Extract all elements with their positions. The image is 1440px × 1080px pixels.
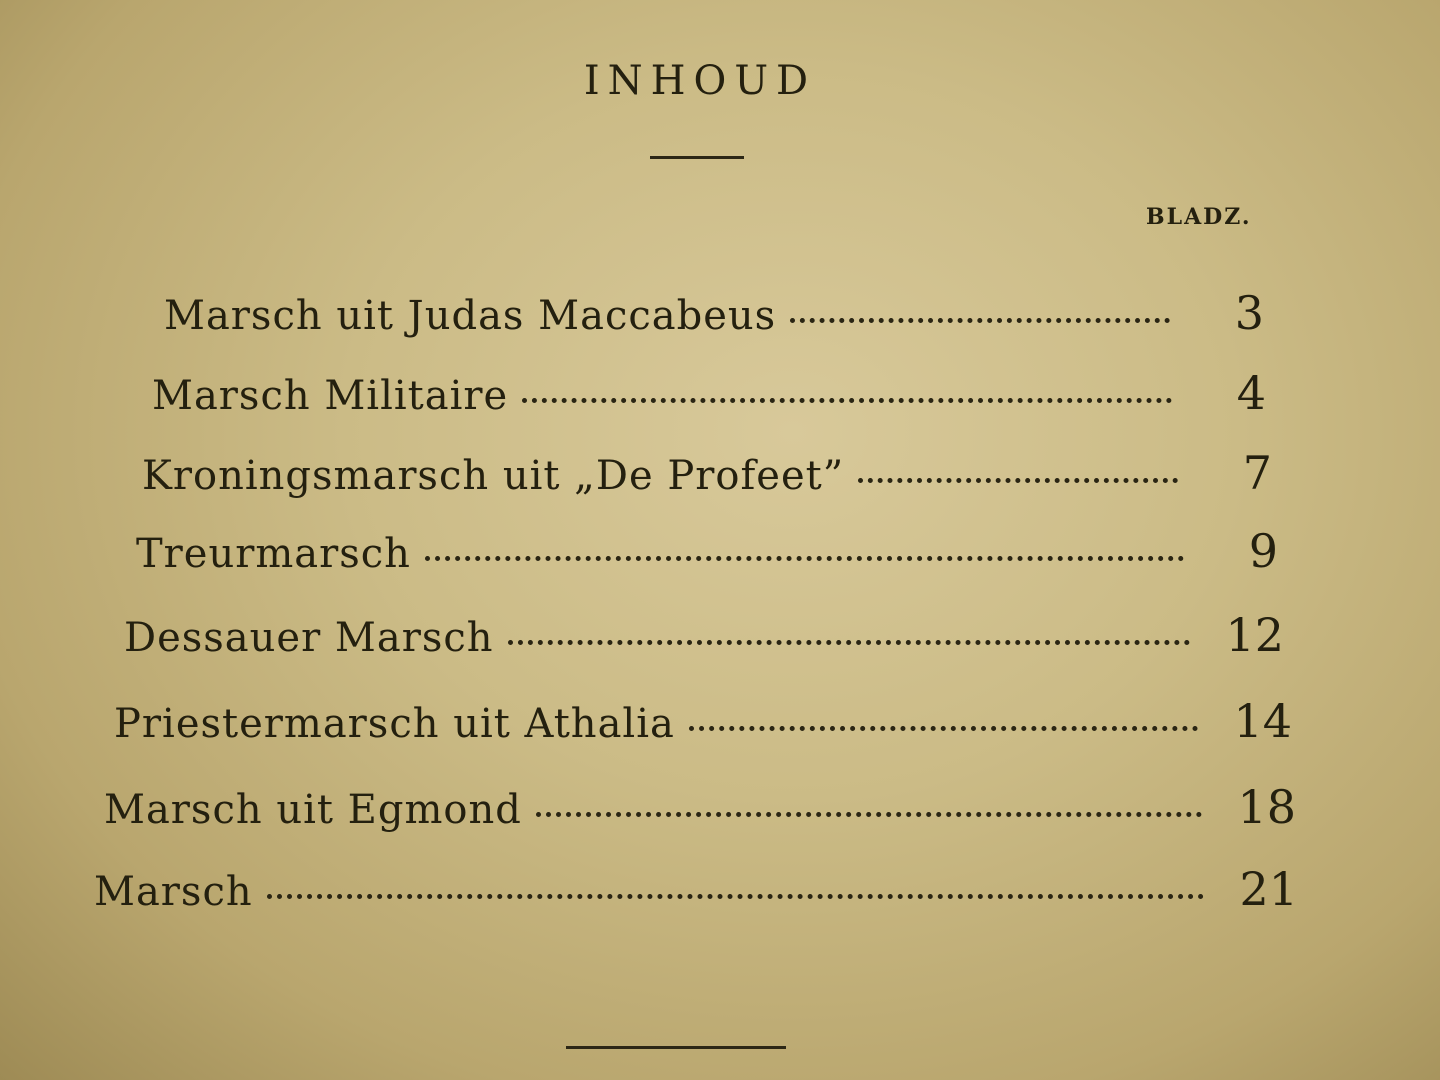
- toc-entry-title: Kroningsmarsch uit „De Profeet”: [142, 453, 845, 499]
- toc-entry-page: 21: [1239, 862, 1298, 916]
- toc-entry-title: Dessauer Marsch: [124, 615, 494, 661]
- toc-entry-page: 4: [1236, 366, 1266, 420]
- dot-leader: [689, 726, 1198, 731]
- toc-entry-title: Marsch Militaire: [152, 373, 509, 419]
- toc-entry-title: Marsch: [94, 869, 253, 915]
- toc-entry-page: 12: [1225, 608, 1284, 662]
- toc-entry: [114, 694, 1292, 754]
- bottom-divider: [566, 1046, 786, 1049]
- toc-entry-title: Marsch uit Egmond: [104, 787, 522, 833]
- title-divider: [650, 156, 744, 159]
- dot-leader: [508, 640, 1190, 645]
- toc-entry-page: 18: [1237, 780, 1296, 834]
- toc-entry: [124, 608, 1284, 668]
- dot-leader: [522, 398, 1172, 403]
- toc-entry-page: 7: [1242, 446, 1272, 500]
- toc-entry-title: Priestermarsch uit Athalia: [114, 701, 675, 747]
- page-title: INHOUD: [583, 58, 817, 104]
- page-column-header: BLADZ.: [1146, 204, 1252, 230]
- toc-entry: [142, 446, 1272, 506]
- toc-entry: [104, 780, 1296, 840]
- toc-entry: [136, 524, 1278, 584]
- dot-leader: [790, 318, 1170, 323]
- toc-entry-page: 14: [1233, 694, 1292, 748]
- toc-entry-page: 9: [1248, 524, 1278, 578]
- toc-entry-page: 3: [1234, 286, 1264, 340]
- toc-entry-title: Treurmarsch: [136, 531, 411, 577]
- toc-entry-title: Marsch uit Judas Maccabeus: [164, 293, 777, 339]
- toc-entry: [164, 286, 1264, 346]
- dot-leader: [858, 478, 1178, 483]
- toc-entry: [94, 862, 1298, 922]
- dot-leader: [267, 894, 1204, 899]
- dot-leader: [536, 812, 1202, 817]
- dot-leader: [425, 556, 1184, 561]
- toc-entry: [152, 366, 1266, 426]
